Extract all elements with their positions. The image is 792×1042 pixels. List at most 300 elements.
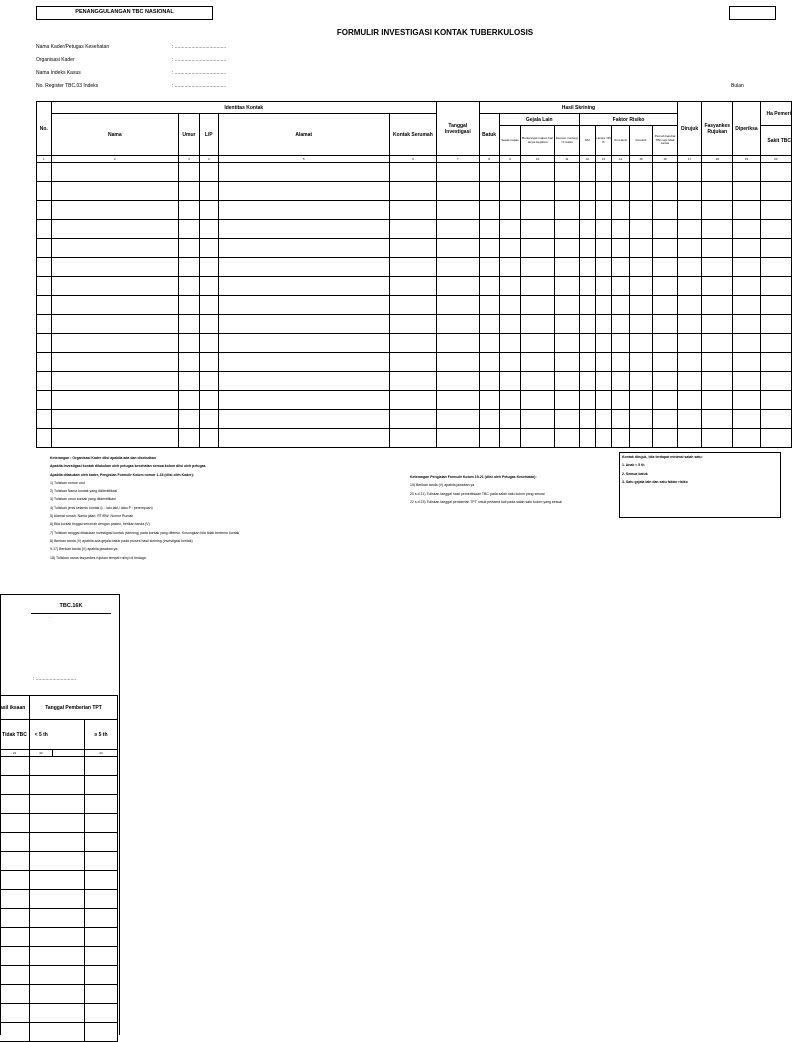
table-cell[interactable] xyxy=(37,372,52,391)
table-cell[interactable] xyxy=(30,871,53,890)
table-cell[interactable] xyxy=(30,795,53,814)
table-cell[interactable] xyxy=(760,258,791,277)
table-cell[interactable] xyxy=(436,296,479,315)
table-cell[interactable] xyxy=(178,296,199,315)
table-cell[interactable] xyxy=(612,258,630,277)
table-cell[interactable] xyxy=(218,258,389,277)
table-cell[interactable] xyxy=(702,372,733,391)
table-cell[interactable] xyxy=(30,947,53,966)
table-cell[interactable] xyxy=(85,909,118,928)
table-cell[interactable] xyxy=(733,201,760,220)
table-cell[interactable] xyxy=(653,429,678,448)
table-cell[interactable] xyxy=(85,871,118,890)
table-cell[interactable] xyxy=(554,220,579,239)
table-cell[interactable] xyxy=(479,201,499,220)
table-cell[interactable] xyxy=(678,201,702,220)
table-cell[interactable] xyxy=(85,985,118,1004)
table-cell[interactable] xyxy=(595,277,612,296)
table-cell[interactable] xyxy=(579,334,595,353)
table-cell[interactable] xyxy=(733,372,760,391)
table-cell[interactable] xyxy=(53,776,85,795)
table-cell[interactable] xyxy=(554,239,579,258)
table-cell[interactable] xyxy=(499,334,521,353)
table-cell[interactable] xyxy=(178,258,199,277)
table-cell[interactable] xyxy=(479,334,499,353)
table-cell[interactable] xyxy=(30,1004,53,1023)
table-cell[interactable] xyxy=(436,182,479,201)
table-cell[interactable] xyxy=(612,277,630,296)
table-cell[interactable] xyxy=(760,239,791,258)
table-cell[interactable] xyxy=(218,277,389,296)
table-cell[interactable] xyxy=(51,334,178,353)
table-cell[interactable] xyxy=(630,201,653,220)
table-cell[interactable] xyxy=(178,163,199,182)
table-cell[interactable] xyxy=(51,372,178,391)
table-cell[interactable] xyxy=(389,182,436,201)
table-cell[interactable] xyxy=(521,201,554,220)
table-cell[interactable] xyxy=(521,334,554,353)
table-cell[interactable] xyxy=(85,890,118,909)
table-cell[interactable] xyxy=(218,182,389,201)
table-cell[interactable] xyxy=(389,201,436,220)
table-cell[interactable] xyxy=(436,410,479,429)
table-cell[interactable] xyxy=(521,163,554,182)
table-cell[interactable] xyxy=(199,163,218,182)
table-cell[interactable] xyxy=(653,410,678,429)
table-cell[interactable] xyxy=(499,201,521,220)
table-cell[interactable] xyxy=(521,315,554,334)
table-cell[interactable] xyxy=(479,353,499,372)
table-cell[interactable] xyxy=(653,277,678,296)
table-cell[interactable] xyxy=(554,163,579,182)
table-cell[interactable] xyxy=(760,163,791,182)
table-cell[interactable] xyxy=(37,182,52,201)
table-cell[interactable] xyxy=(53,890,85,909)
table-cell[interactable] xyxy=(0,776,30,795)
table-cell[interactable] xyxy=(760,353,791,372)
table-cell[interactable] xyxy=(678,239,702,258)
table-cell[interactable] xyxy=(760,334,791,353)
table-cell[interactable] xyxy=(389,239,436,258)
table-cell[interactable] xyxy=(30,1023,53,1042)
table-cell[interactable] xyxy=(85,1023,118,1042)
table-cell[interactable] xyxy=(733,315,760,334)
table-cell[interactable] xyxy=(51,163,178,182)
table-cell[interactable] xyxy=(199,372,218,391)
table-cell[interactable] xyxy=(678,429,702,448)
table-cell[interactable] xyxy=(579,372,595,391)
table-cell[interactable] xyxy=(218,353,389,372)
table-cell[interactable] xyxy=(85,928,118,947)
table-cell[interactable] xyxy=(653,353,678,372)
table-cell[interactable] xyxy=(479,163,499,182)
table-cell[interactable] xyxy=(53,795,85,814)
table-cell[interactable] xyxy=(630,258,653,277)
table-cell[interactable] xyxy=(612,163,630,182)
table-cell[interactable] xyxy=(579,220,595,239)
table-cell[interactable] xyxy=(595,163,612,182)
table-cell[interactable] xyxy=(760,201,791,220)
table-cell[interactable] xyxy=(499,372,521,391)
table-cell[interactable] xyxy=(37,429,52,448)
table-cell[interactable] xyxy=(678,220,702,239)
table-cell[interactable] xyxy=(178,182,199,201)
table-cell[interactable] xyxy=(702,220,733,239)
table-cell[interactable] xyxy=(178,353,199,372)
table-cell[interactable] xyxy=(178,315,199,334)
table-cell[interactable] xyxy=(0,757,30,776)
table-cell[interactable] xyxy=(595,182,612,201)
table-cell[interactable] xyxy=(0,852,30,871)
table-cell[interactable] xyxy=(37,220,52,239)
table-cell[interactable] xyxy=(653,239,678,258)
table-cell[interactable] xyxy=(554,429,579,448)
table-cell[interactable] xyxy=(702,410,733,429)
table-cell[interactable] xyxy=(678,372,702,391)
table-cell[interactable] xyxy=(499,353,521,372)
table-cell[interactable] xyxy=(595,410,612,429)
table-cell[interactable] xyxy=(85,833,118,852)
table-cell[interactable] xyxy=(218,429,389,448)
table-cell[interactable] xyxy=(653,182,678,201)
table-cell[interactable] xyxy=(579,410,595,429)
table-cell[interactable] xyxy=(653,258,678,277)
table-cell[interactable] xyxy=(178,277,199,296)
table-cell[interactable] xyxy=(612,353,630,372)
table-cell[interactable] xyxy=(554,353,579,372)
table-cell[interactable] xyxy=(199,315,218,334)
table-cell[interactable] xyxy=(733,277,760,296)
field-value-organisasi[interactable]: : ..................................... xyxy=(172,57,227,63)
table-cell[interactable] xyxy=(595,334,612,353)
table-cell[interactable] xyxy=(733,429,760,448)
table-cell[interactable] xyxy=(53,985,85,1004)
table-cell[interactable] xyxy=(554,182,579,201)
table-cell[interactable] xyxy=(436,258,479,277)
table-cell[interactable] xyxy=(554,296,579,315)
table-cell[interactable] xyxy=(554,334,579,353)
table-cell[interactable] xyxy=(702,296,733,315)
table-cell[interactable] xyxy=(499,391,521,410)
table-cell[interactable] xyxy=(630,239,653,258)
table-cell[interactable] xyxy=(579,353,595,372)
table-cell[interactable] xyxy=(51,391,178,410)
table-cell[interactable] xyxy=(85,795,118,814)
table-cell[interactable] xyxy=(218,239,389,258)
table-cell[interactable] xyxy=(733,334,760,353)
table-cell[interactable] xyxy=(653,391,678,410)
table-cell[interactable] xyxy=(630,391,653,410)
table-cell[interactable] xyxy=(436,315,479,334)
table-cell[interactable] xyxy=(595,258,612,277)
table-cell[interactable] xyxy=(436,391,479,410)
table-cell[interactable] xyxy=(612,410,630,429)
table-cell[interactable] xyxy=(702,182,733,201)
table-cell[interactable] xyxy=(479,182,499,201)
table-cell[interactable] xyxy=(612,220,630,239)
table-cell[interactable] xyxy=(30,814,53,833)
table-cell[interactable] xyxy=(0,909,30,928)
table-cell[interactable] xyxy=(554,258,579,277)
table-cell[interactable] xyxy=(595,353,612,372)
table-cell[interactable] xyxy=(53,852,85,871)
table-cell[interactable] xyxy=(733,239,760,258)
table-cell[interactable] xyxy=(702,391,733,410)
table-cell[interactable] xyxy=(199,391,218,410)
table-cell[interactable] xyxy=(53,947,85,966)
table-cell[interactable] xyxy=(0,833,30,852)
table-cell[interactable] xyxy=(678,315,702,334)
table-cell[interactable] xyxy=(53,833,85,852)
table-cell[interactable] xyxy=(760,410,791,429)
table-cell[interactable] xyxy=(178,372,199,391)
table-cell[interactable] xyxy=(702,239,733,258)
table-cell[interactable] xyxy=(30,757,53,776)
table-cell[interactable] xyxy=(702,277,733,296)
table-cell[interactable] xyxy=(479,391,499,410)
table-cell[interactable] xyxy=(51,239,178,258)
table-cell[interactable] xyxy=(0,966,30,985)
table-cell[interactable] xyxy=(30,909,53,928)
table-cell[interactable] xyxy=(30,890,53,909)
table-cell[interactable] xyxy=(479,220,499,239)
table-cell[interactable] xyxy=(199,182,218,201)
table-cell[interactable] xyxy=(702,163,733,182)
table-cell[interactable] xyxy=(0,928,30,947)
table-cell[interactable] xyxy=(85,757,118,776)
table-cell[interactable] xyxy=(595,391,612,410)
table-cell[interactable] xyxy=(630,315,653,334)
table-cell[interactable] xyxy=(218,334,389,353)
table-cell[interactable] xyxy=(579,315,595,334)
table-cell[interactable] xyxy=(702,353,733,372)
table-cell[interactable] xyxy=(0,1004,30,1023)
table-cell[interactable] xyxy=(653,372,678,391)
table-cell[interactable] xyxy=(53,814,85,833)
table-cell[interactable] xyxy=(218,391,389,410)
table-cell[interactable] xyxy=(521,239,554,258)
table-cell[interactable] xyxy=(595,201,612,220)
table-cell[interactable] xyxy=(178,391,199,410)
table-cell[interactable] xyxy=(521,182,554,201)
table-cell[interactable] xyxy=(612,201,630,220)
table-cell[interactable] xyxy=(554,277,579,296)
table-cell[interactable] xyxy=(579,201,595,220)
table-cell[interactable] xyxy=(199,429,218,448)
table-cell[interactable] xyxy=(53,928,85,947)
table-cell[interactable] xyxy=(499,182,521,201)
table-cell[interactable] xyxy=(218,315,389,334)
table-cell[interactable] xyxy=(30,985,53,1004)
table-cell[interactable] xyxy=(760,429,791,448)
table-cell[interactable] xyxy=(612,334,630,353)
table-cell[interactable] xyxy=(178,334,199,353)
table-cell[interactable] xyxy=(579,391,595,410)
table-cell[interactable] xyxy=(53,909,85,928)
table-cell[interactable] xyxy=(218,410,389,429)
table-cell[interactable] xyxy=(630,220,653,239)
table-cell[interactable] xyxy=(0,890,30,909)
table-cell[interactable] xyxy=(479,277,499,296)
table-cell[interactable] xyxy=(521,277,554,296)
table-cell[interactable] xyxy=(579,239,595,258)
table-cell[interactable] xyxy=(389,277,436,296)
table-cell[interactable] xyxy=(37,391,52,410)
table-cell[interactable] xyxy=(479,315,499,334)
field-value-kader[interactable]: : ..................................... xyxy=(172,44,227,50)
table-cell[interactable] xyxy=(218,201,389,220)
table-cell[interactable] xyxy=(630,410,653,429)
table-cell[interactable] xyxy=(389,391,436,410)
table-cell[interactable] xyxy=(499,315,521,334)
table-cell[interactable] xyxy=(702,201,733,220)
table-cell[interactable] xyxy=(0,947,30,966)
table-cell[interactable] xyxy=(389,296,436,315)
table-cell[interactable] xyxy=(389,163,436,182)
table-cell[interactable] xyxy=(389,334,436,353)
table-cell[interactable] xyxy=(178,429,199,448)
table-cell[interactable] xyxy=(37,353,52,372)
table-cell[interactable] xyxy=(595,429,612,448)
table-cell[interactable] xyxy=(85,947,118,966)
table-cell[interactable] xyxy=(554,315,579,334)
table-cell[interactable] xyxy=(436,334,479,353)
table-cell[interactable] xyxy=(499,410,521,429)
table-cell[interactable] xyxy=(479,372,499,391)
table-cell[interactable] xyxy=(579,258,595,277)
table-cell[interactable] xyxy=(85,852,118,871)
table-cell[interactable] xyxy=(199,353,218,372)
table-cell[interactable] xyxy=(521,429,554,448)
table-cell[interactable] xyxy=(85,814,118,833)
table-cell[interactable] xyxy=(389,410,436,429)
table-cell[interactable] xyxy=(199,277,218,296)
table-cell[interactable] xyxy=(630,372,653,391)
table-cell[interactable] xyxy=(702,334,733,353)
table-cell[interactable] xyxy=(612,315,630,334)
table-cell[interactable] xyxy=(653,315,678,334)
table-cell[interactable] xyxy=(436,201,479,220)
table-cell[interactable] xyxy=(630,182,653,201)
table-cell[interactable] xyxy=(760,277,791,296)
table-cell[interactable] xyxy=(37,296,52,315)
table-cell[interactable] xyxy=(178,239,199,258)
table-cell[interactable] xyxy=(760,372,791,391)
table-cell[interactable] xyxy=(733,182,760,201)
table-cell[interactable] xyxy=(85,1004,118,1023)
table-cell[interactable] xyxy=(499,163,521,182)
table-cell[interactable] xyxy=(51,296,178,315)
table-cell[interactable] xyxy=(51,220,178,239)
table-cell[interactable] xyxy=(30,966,53,985)
field-value-register[interactable]: : ..................................... xyxy=(172,83,227,89)
table-cell[interactable] xyxy=(653,201,678,220)
table-cell[interactable] xyxy=(521,220,554,239)
table-cell[interactable] xyxy=(37,334,52,353)
table-cell[interactable] xyxy=(85,776,118,795)
table-cell[interactable] xyxy=(479,258,499,277)
table-cell[interactable] xyxy=(389,429,436,448)
table-cell[interactable] xyxy=(51,429,178,448)
table-cell[interactable] xyxy=(579,163,595,182)
table-cell[interactable] xyxy=(630,163,653,182)
table-cell[interactable] xyxy=(199,334,218,353)
table-cell[interactable] xyxy=(521,296,554,315)
table-cell[interactable] xyxy=(436,163,479,182)
table-cell[interactable] xyxy=(678,163,702,182)
table-cell[interactable] xyxy=(85,966,118,985)
table-cell[interactable] xyxy=(702,258,733,277)
table-cell[interactable] xyxy=(733,163,760,182)
table-cell[interactable] xyxy=(760,296,791,315)
table-cell[interactable] xyxy=(702,429,733,448)
table-cell[interactable] xyxy=(630,277,653,296)
table-cell[interactable] xyxy=(499,239,521,258)
table-cell[interactable] xyxy=(521,353,554,372)
table-cell[interactable] xyxy=(53,1023,85,1042)
table-cell[interactable] xyxy=(579,182,595,201)
table-cell[interactable] xyxy=(178,220,199,239)
table-cell[interactable] xyxy=(436,220,479,239)
table-cell[interactable] xyxy=(499,429,521,448)
table-cell[interactable] xyxy=(51,277,178,296)
table-cell[interactable] xyxy=(554,201,579,220)
table-cell[interactable] xyxy=(53,1004,85,1023)
table-cell[interactable] xyxy=(30,833,53,852)
table-cell[interactable] xyxy=(30,852,53,871)
table-cell[interactable] xyxy=(595,372,612,391)
table-cell[interactable] xyxy=(521,391,554,410)
table-cell[interactable] xyxy=(37,201,52,220)
table-cell[interactable] xyxy=(678,277,702,296)
table-cell[interactable] xyxy=(579,429,595,448)
table-cell[interactable] xyxy=(436,277,479,296)
table-cell[interactable] xyxy=(51,315,178,334)
table-cell[interactable] xyxy=(595,315,612,334)
table-cell[interactable] xyxy=(630,353,653,372)
table-cell[interactable] xyxy=(0,985,30,1004)
table-cell[interactable] xyxy=(499,296,521,315)
table-cell[interactable] xyxy=(653,334,678,353)
table-cell[interactable] xyxy=(612,296,630,315)
table-cell[interactable] xyxy=(218,296,389,315)
table-cell[interactable] xyxy=(630,429,653,448)
table-cell[interactable] xyxy=(760,391,791,410)
table-cell[interactable] xyxy=(0,871,30,890)
table-cell[interactable] xyxy=(612,372,630,391)
table-cell[interactable] xyxy=(199,258,218,277)
table-cell[interactable] xyxy=(554,410,579,429)
table-cell[interactable] xyxy=(612,182,630,201)
table-cell[interactable] xyxy=(595,239,612,258)
table-cell[interactable] xyxy=(436,353,479,372)
table-cell[interactable] xyxy=(53,966,85,985)
table-cell[interactable] xyxy=(554,391,579,410)
table-cell[interactable] xyxy=(199,410,218,429)
table-cell[interactable] xyxy=(199,239,218,258)
table-cell[interactable] xyxy=(0,814,30,833)
table-cell[interactable] xyxy=(612,239,630,258)
table-cell[interactable] xyxy=(199,220,218,239)
table-cell[interactable] xyxy=(630,296,653,315)
table-cell[interactable] xyxy=(760,220,791,239)
table-cell[interactable] xyxy=(733,258,760,277)
table-cell[interactable] xyxy=(389,315,436,334)
table-cell[interactable] xyxy=(653,296,678,315)
table-cell[interactable] xyxy=(733,220,760,239)
table-cell[interactable] xyxy=(678,334,702,353)
table-cell[interactable] xyxy=(653,163,678,182)
